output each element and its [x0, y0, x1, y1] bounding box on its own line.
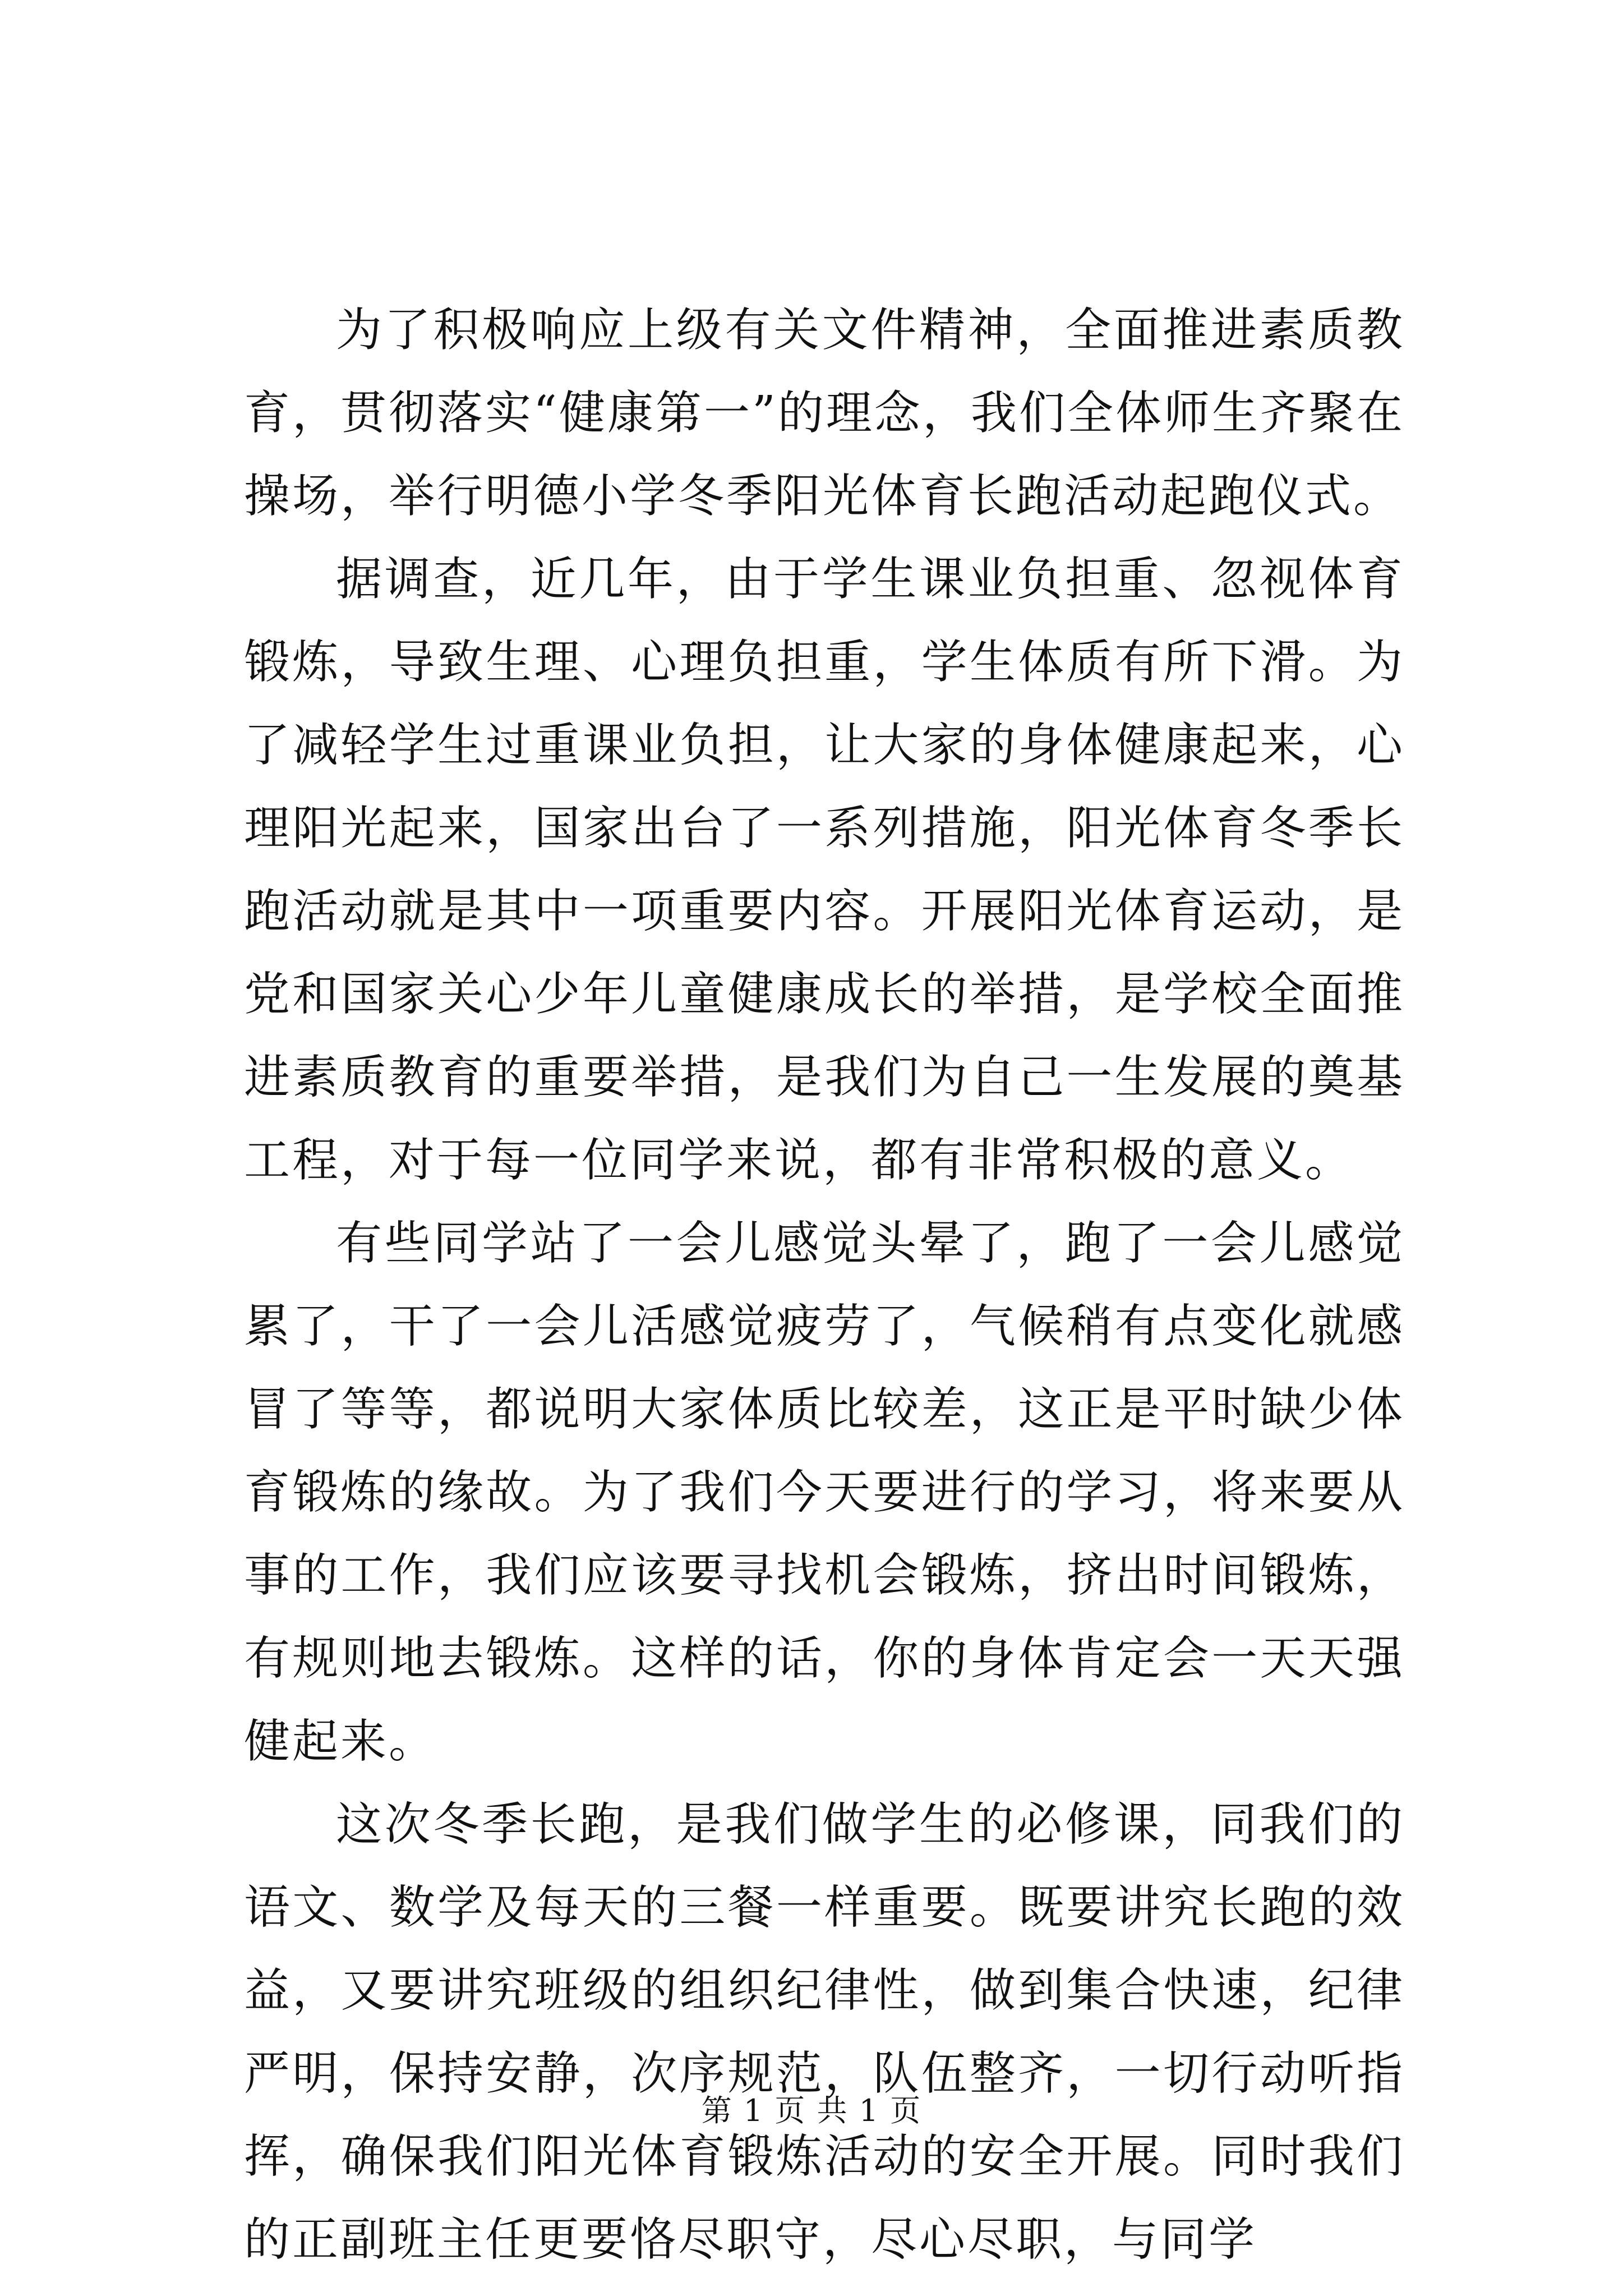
document-body: [244, 289, 1405, 2281]
paragraph-1: 为了积极响应上级有关文件精神，全面推进素质教育，贯彻落实“健康第一”的理念，我们全体师生齐聚在操场，举行明德小学冬季阳光体育长跑活动起跑仪式。: [244, 303, 1405, 523]
paragraph-3: 有些同学站了一会儿感觉头晕了，跑了一会儿感觉累了，干了一会儿活感觉疲劳了，气候稍有点变化就感冒了等等，都说明大家体质比较差，这正是平时缺少体育锻炼的缘故。为了我们今天要进行的学习，将来要从事的工作，我们应该要寻找机会锻炼，挤出时间锻炼，有规则地去锻炼。这样的话，你的身体肯定会一天天强健起来。: [244, 1217, 1405, 1768]
paragraph-2: 据调查，近几年，由于学生课业负担重、忽视体育锻炼，导致生理、心理负担重，学生体质有所下滑。为了减轻学生过重课业负担，让大家的身体健康起来，心理阳光起来，国家出台了一系列措施，阳光体育冬季长跑活动就是其中一项重要内容。开展阳光体育运动，是党和国家关心少年儿童健康成长的举措，是学校全面推进素质教育的重要举措，是我们为自己一生发展的奠基工程，对于每一位同学来说，都有非常积极的意义。: [244, 553, 1405, 1187]
page-footer: 第 1 页 共 1 页: [701, 2093, 922, 2128]
paragraph-4: 这次冬季长跑，是我们做学生的必修课，同我们的语文、数学及每天的三餐一样重要。既要讲究长跑的效益，又要讲究班级的组织纪律性，做到集合快速，纪律严明，保持安静，次序规范，队伍整齐，一切行动听指挥，确保我们阳光体育锻炼活动的安全开展。同时我们的正副班主任更要恪尽职守，尽心尽职，与同学: [244, 1798, 1405, 2266]
